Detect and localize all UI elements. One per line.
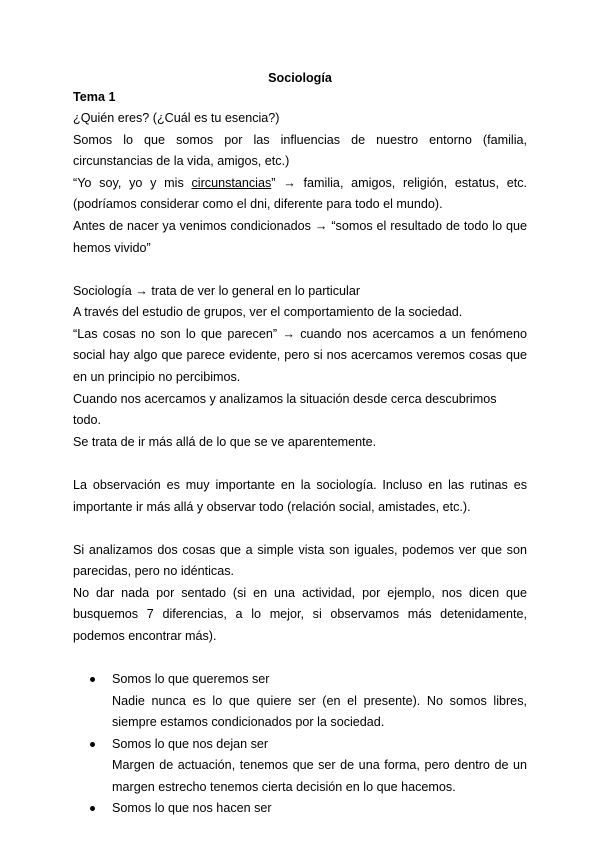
bullet-list [73, 669, 527, 820]
paragraph: Cuando nos acercamos y analizamos la situación desde cerca descubrimos todo. [73, 391, 497, 428]
paragraph [73, 173, 527, 216]
section-heading: Tema 1 [73, 90, 116, 104]
paragraph: “Las cosas no son lo que parecen” → cuando nos acercamos a un fenómeno social hay algo que parece evidente, pero si nos acercamos veremos cosas que en un principio no percibimos. [73, 326, 527, 385]
list-item-text: Nadie nunca es lo que quiere ser (en el presente). No somos libres, siempre estamos condicionados por la sociedad. [112, 693, 527, 730]
paragraph: No dar nada por sentado (si en una actividad, por ejemplo, nos dicen que busquemos 7 diferencias, a lo mejor, si observamos más detenidamente, podemos encontrar más). [73, 585, 527, 643]
paragraph: ¿Quién eres? (¿Cuál es tu esencia?) [73, 111, 280, 125]
list-item [73, 798, 527, 820]
paragraph: Somos lo que somos por las influencias de nuestro entorno (familia, circunstancias de la vida, amigos, etc.) [73, 132, 527, 169]
paragraph: Se trata de ir más allá de lo que se ve aparentemente. [73, 434, 377, 449]
paragraph: Antes de nacer ya venimos condicionados → “somos el resultado de todo lo que hemos vivido” [73, 218, 527, 255]
list-item [73, 669, 527, 734]
bullet-icon [90, 742, 95, 747]
paragraph: Si analizamos dos cosas que a simple vista son iguales, podemos ver que son parecidas, pero no idénticas. [73, 542, 527, 579]
paragraph: La observación es muy importante en la sociología. Incluso en las rutinas es importante ir más allá y observar todo (relación social, amistades, etc.). [73, 477, 527, 514]
document-title: Sociología [268, 71, 332, 85]
text-run: “Yo soy, yo y mis [73, 175, 192, 190]
bullet-icon [90, 677, 95, 682]
list-item-title: Somos lo que nos dejan ser [112, 736, 269, 751]
paragraph: Sociología → trata de ver lo general en lo particular [73, 283, 361, 298]
underlined-text: circunstancias [191, 175, 272, 190]
text-run: ” → familia, amigos, religión, estatus, etc. (podríamos considerar como el dni, diferente para todo el mundo). [73, 175, 527, 212]
list-item-title: Somos lo que queremos ser [112, 672, 270, 687]
bullet-icon [90, 806, 95, 811]
document-page [73, 69, 527, 820]
list-item-text: Margen de actuación, tenemos que ser de una forma, pero dentro de un margen estrecho tenemos cierta decisión en lo que hacemos. [112, 758, 527, 794]
list-item [73, 734, 527, 799]
paragraph: A través del estudio de grupos, ver el comportamiento de la sociedad. [73, 305, 463, 320]
list-item-title: Somos lo que nos hacen ser [112, 801, 272, 816]
